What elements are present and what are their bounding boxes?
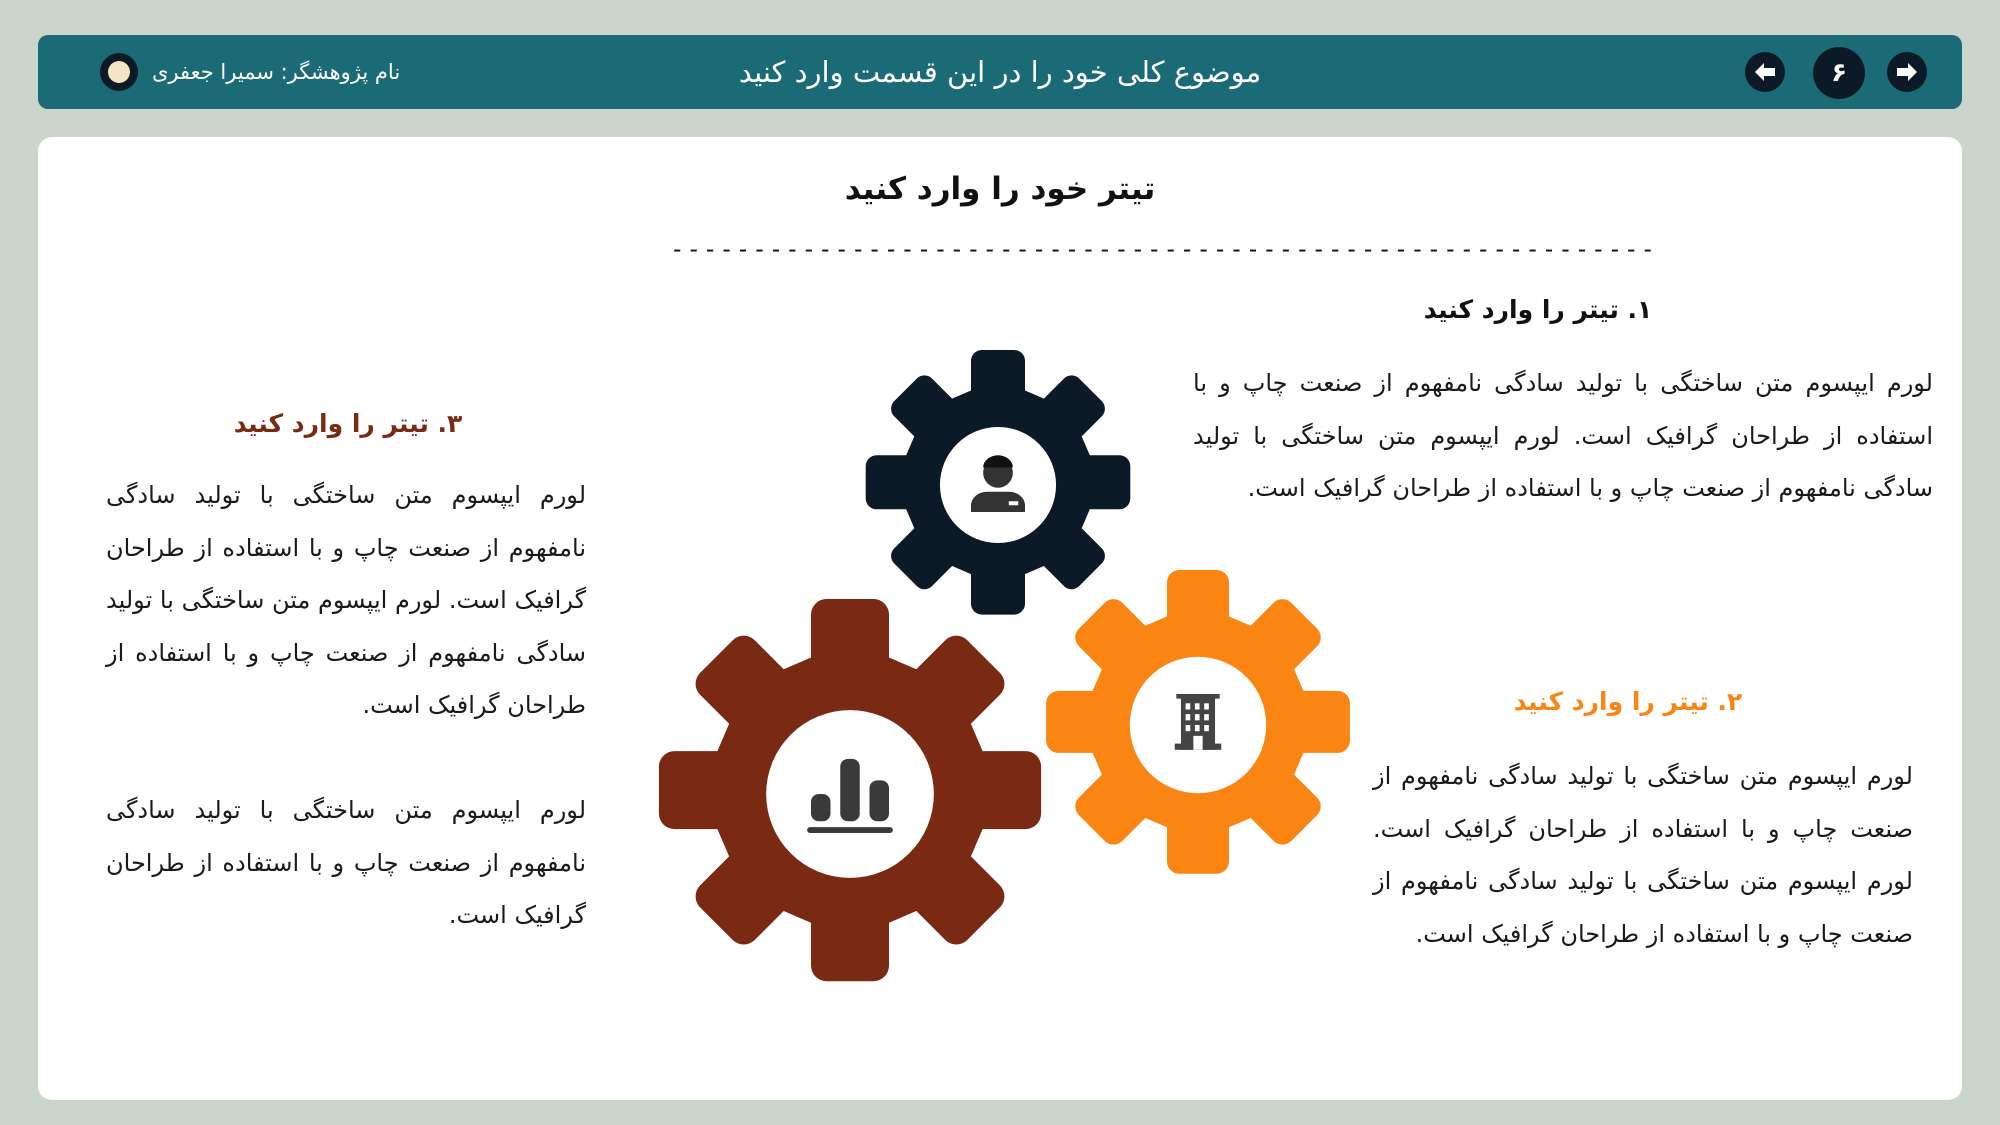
circle-dot-icon	[100, 53, 138, 91]
next-button[interactable]	[1887, 52, 1927, 92]
main-title: تیتر خود را وارد کنید	[844, 171, 1156, 207]
researcher-name: نام پژوهشگر: سمیرا جعفری	[152, 60, 401, 84]
section-3-title: ۳. تیتر را وارد کنید	[233, 409, 463, 438]
section-2-title: ۲. تیتر را وارد کنید	[1513, 687, 1743, 716]
arrow-right-icon	[1894, 59, 1920, 85]
section-1-text: لورم ایپسوم متن ساختگی با تولید سادگی نامفهوم از صنعت چاپ و با استفاده از طراحان گرافیک است. لورم ایپسوم متن ساختگی با تولید سادگی نامفهوم از صنعت چاپ و با استفاده از طراحان گرافیک است.	[1193, 369, 1933, 502]
prev-button[interactable]	[1745, 52, 1785, 92]
building-icon	[1175, 694, 1222, 750]
gear-orange	[1043, 570, 1353, 880]
researcher-info	[100, 35, 400, 109]
gear-brown	[655, 599, 1045, 989]
section-2-text: لورم ایپسوم متن ساختگی با تولید سادگی نامفهوم از صنعت چاپ و با استفاده از طراحان گرافیک است. لورم ایپسوم متن ساختگی با تولید سادگی نامفهوم از صنعت چاپ و با استفاده از طراحان گرافیک است.	[1373, 762, 1913, 948]
section-3-text-2: لورم ایپسوم متن ساختگی با تولید سادگی نامفهوم از صنعت چاپ و با استفاده از طراحان گرافیک است.	[106, 796, 586, 929]
title-divider: ------------------------------------------------------------	[670, 235, 1657, 263]
section-3-text-1: لورم ایپسوم متن ساختگی با تولید سادگی نامفهوم از صنعت چاپ و با استفاده از طراحان گرافیک است. لورم ایپسوم متن ساختگی با تولید سادگی نامفهوم از صنعت چاپ و با استفاده از طراحان گرافیک است.	[106, 481, 586, 719]
page-number: ۶	[1813, 47, 1865, 99]
header-bar	[38, 35, 1962, 109]
header-title: موضوع کلی خود را در این قسمت وارد کنید	[738, 55, 1262, 89]
arrow-left-icon	[1752, 59, 1778, 85]
section-1-title: ۱. تیتر را وارد کنید	[1423, 295, 1653, 324]
content-card	[38, 137, 1962, 1100]
